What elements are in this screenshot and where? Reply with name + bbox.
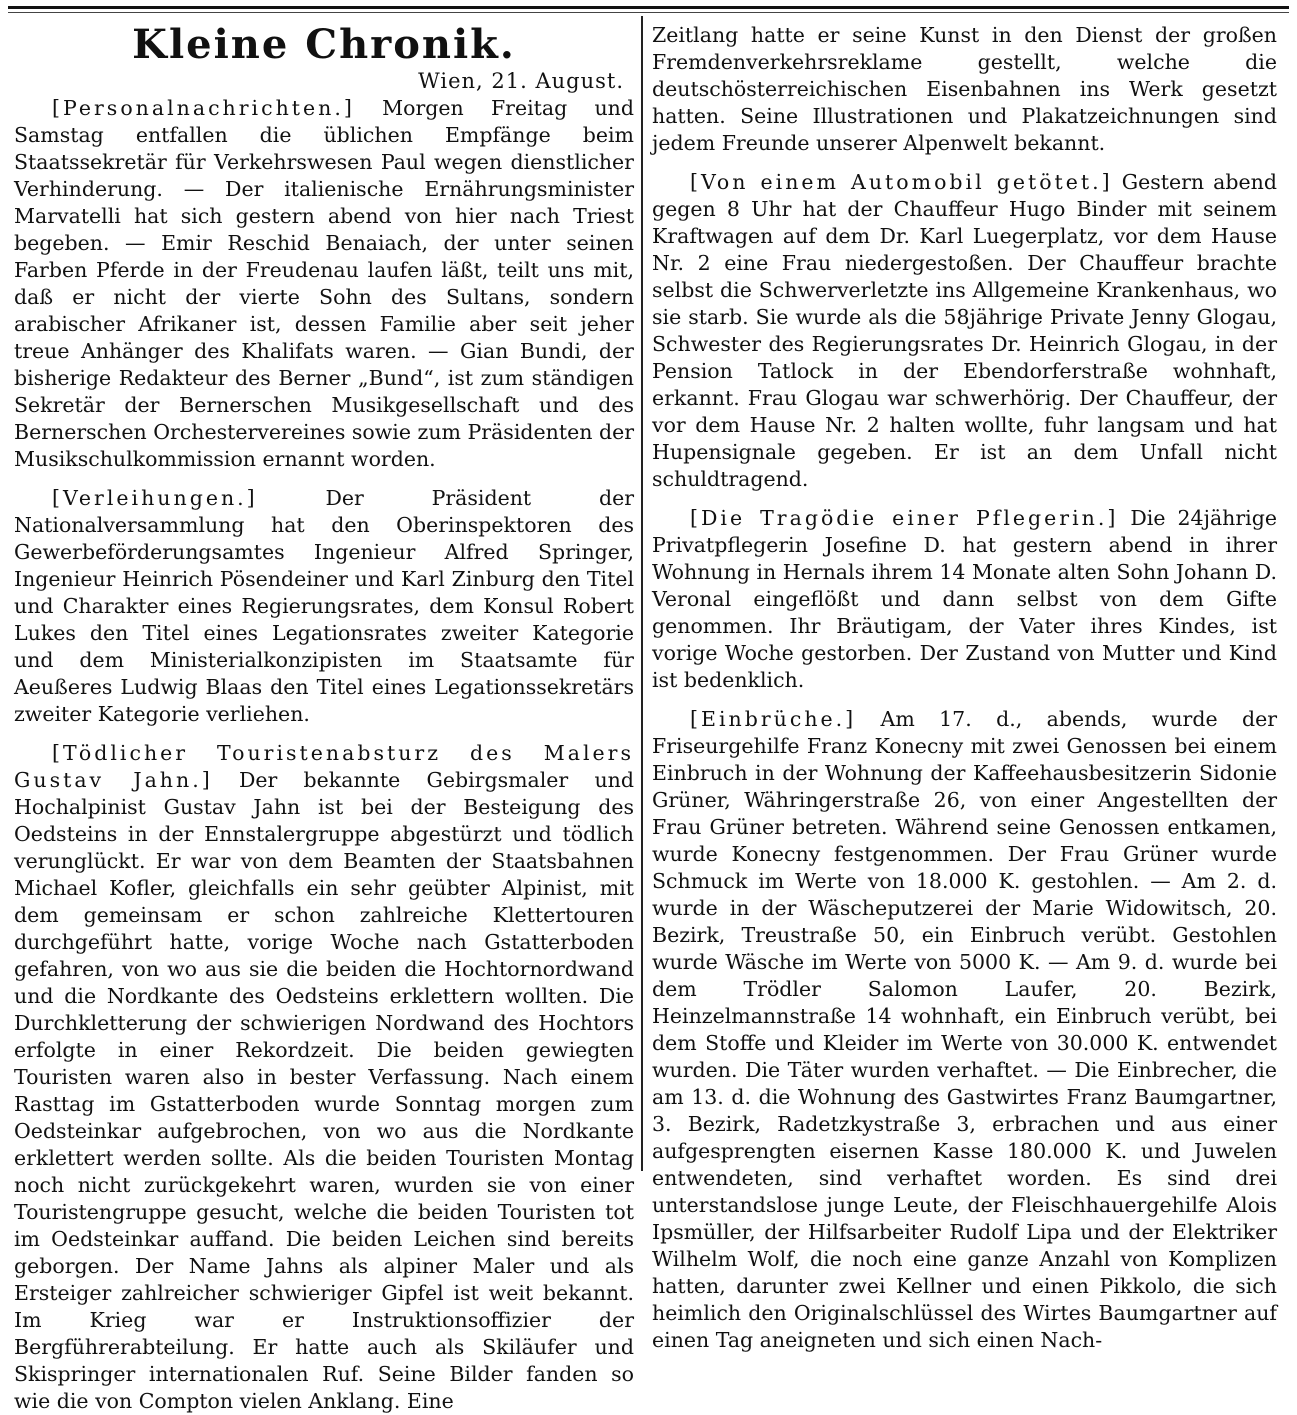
- top-rule: [8, 6, 1289, 9]
- article-personalnachrichten: [14, 95, 634, 473]
- article-text: Zeitlang hatte er seine Kunst in den Dienst der großen Fremdenverkehrsreklame gestellt, welche die deutschösterreichischen Eisenbahnen ins Werk gesetzt hatten. Seine Illustrationen und Plakatzeichnungen sind jedem Freunde unserer Alpenwelt bekannt.: [652, 23, 1277, 155]
- article-text: Die 24jährige Privatpflegerin Josefine D. hat gestern abend in ihrer Wohnung in Hernals ihrem 14 Monate alten Sohn Johann D. Veronal eingeflößt und dann selbst von dem Gifte genommen. Ihr Bräutigam, der Vater ihres Kindes, ist vorige Woche gestorben. Der Zustand von Mutter und Kind ist bedenklich.: [652, 506, 1277, 692]
- article-touristenabsturz: [14, 740, 634, 1415]
- dateline: Wien, 21. August.: [418, 69, 624, 93]
- article-text: Gestern abend gegen 8 Uhr hat der Chauffeur Hugo Binder mit seinem Kraftwagen auf dem Dr. Karl Luegerplatz, vor dem Hause Nr. 2 eine Frau niedergestoßen. Der Chauffeur brachte selbst die Schwerverletzte ins Allgemeine Krankenhaus, wo sie starb. Sie wurde als die 58jährige Private Jenny Glogau, Schwester des Regierungsrates Dr. Heinrich Glogau, in der Pension Tatlock in der Ebendorferstraße wohnhaft, erkannt. Frau Glogau war schwerhörig. Der Chauffeur, der vor dem Hause Nr. 2 halten wollte, fuhr langsam und hat Hupensignale gegeben. Er ist an dem Unfall nicht schuldtragend.: [652, 170, 1277, 491]
- article-continuation: [652, 22, 1277, 157]
- article-keyword: [Die Tragödie einer Pflegerin.]: [690, 506, 1119, 530]
- article-text: Der Präsident der Nationalversammlung hat den Oberinspektoren des Gewerbeförderungsamtes Ingenieur Alfred Springer, Ingenieur Heinrich Pösendeiner und Karl Zinburg den Titel und Charakter eines Regierungsrates, dem Konsul Robert Lukes den Titel eines Legationsrates zweiter Kategorie und dem Ministerialkonzipisten im Staatsamte für Aeußeres Ludwig Blaas den Titel eines Legationssekretärs zweiter Kategorie verliehen.: [14, 486, 634, 726]
- article-text: Morgen Freitag und Samstag entfallen die üblichen Empfänge beim Staatssekretär für Verkehrswesen Paul wegen dienstlicher Verhinderung. — Der italienische Ernährungsminister Marvatelli hat sich gestern abend von hier nach Triest begeben. — Emir Reschid Benaiach, der unter seinen Farben Pferde in der Freudenau laufen läßt, teilt uns mit, daß er nicht der vierte Sohn des Sultans, sondern arabischer Afrikaner ist, dessen Familie aber seit jeher treue Anhänger des Khalifats waren. — Gian Bundi, der bisherige Redakteur des Berner „Bund“, ist zum ständigen Sekretär der Bernerschen Musikgesellschaft und des Bernerschen Orchestervereines sowie zum Präsidenten der Musikschulkommission ernannt worden.: [14, 96, 634, 471]
- article-verleihungen: [14, 485, 634, 728]
- article-text: Am 17. d., abends, wurde der Friseurgehilfe Franz Konecny mit zwei Genossen bei einem Einbruch in der Wohnung der Kaffeehausbesitzerin Sidonie Grüner, Währingerstraße 26, von einer Angestellten der Frau Grüner betreten. Während seine Genossen entkamen, wurde Konecny festgenommen. Der Frau Grüner wurde Schmuck im Werte von 18.000 K. gestohlen. — Am 2. d. wurde in der Wäscheputzerei der Marie Widowitsch, 20. Bezirk, Treustraße 50, ein Einbruch verübt. Gestohlen wurde Wäsche im Werte von 5000 K. — Am 9. d. wurde bei dem Trödler Salomon Laufer, 20. Bezirk, Heinzelmannstraße 14 wohnhaft, ein Einbruch verübt, bei dem Stoffe und Kleider im Werte von 30.000 K. entwendet wurden. Die Täter wurden verhaftet. — Die Einbrecher, die am 13. d. die Wohnung des Gastwirtes Franz Baumgartner, 3. Bezirk, Radetzkystraße 3, erbrachen und aus einer aufgesprengten eisernen Kasse 180.000 K. und Juwelen entwendeten, sind verhaftet worden. Es sind drei unterstandslose junge Leute, der Fleischhauergehilfe Alois Ipsmüller, der Hilfsarbeiter Rudolf Lipa und der Elektriker Wilhelm Wolf, die noch eine ganze Anzahl von Komplizen hatten, darunter zwei Kellner und einen Pikkolo, die sich heimlich den Originalschlüssel des Wirtes Baumgartner auf einen Tag aneigneten und sich einen Nach-: [652, 707, 1277, 1352]
- right-column: [652, 22, 1277, 1352]
- article-tragoedie: [652, 505, 1277, 694]
- article-text: Der bekannte Gebirgsmaler und Hochalpinist Gustav Jahn ist bei der Besteigung des Oedsteins in der Ennstalergruppe abgestürzt und tödlich verunglückt. Er war von dem Beamten der Staatsbahnen Michael Kofler, gleichfalls ein sehr geübter Alpinist, mit dem gemeinsam er schon zahlreiche Klettertouren durchgeführt hatte, vorige Woche nach Gstatterboden gefahren, von wo aus sie die beiden die Hochtornordwand und die Nordkante des Oedsteins erklettern wollten. Die Durchkletterung der schwierigen Nordwand des Hochtors erfolgte in einer Rekordzeit. Die beiden gewiegten Touristen waren also in bester Verfassung. Nach einem Rasttag im Gstatterboden wurde Sonntag morgen zum Oedsteinkar aufgebrochen, von wo aus die Nordkante erklettert werden sollte. Als die beiden Touristen Montag noch nicht zurückgekehrt waren, wurden sie von einer Touristengruppe gesucht, welche die beiden Touristen tot im Oedsteinkar auffand. Die beiden Leichen sind bereits geborgen. Der Name Jahns als alpiner Maler und als Ersteiger zahlreicher schwieriger Gipfel ist weit bekannt. Im Krieg war er Instruktionsoffizier der Bergführerabteilung. Er hatte auch als Skiläufer und Skispringer internationalen Ruf. Seine Bilder fanden so wie die von Compton vielen Anklang. Eine: [14, 768, 634, 1413]
- column-divider: [641, 16, 643, 1171]
- section-heading: Kleine Chronik.: [132, 21, 516, 68]
- left-column: [14, 21, 634, 1413]
- article-einbrueche: [652, 706, 1277, 1354]
- article-keyword: [Verleihungen.]: [52, 486, 258, 510]
- article-keyword: [Tödlicher Touristenabsturz des Malers Gustav Jahn.]: [14, 741, 634, 792]
- article-automobil: [652, 169, 1277, 493]
- article-keyword: [Von einem Automobil getötet.]: [690, 170, 1113, 194]
- article-keyword: [Einbrüche.]: [690, 707, 857, 731]
- top-rule-thin: [8, 12, 1289, 13]
- article-keyword: [Personalnachrichten.]: [52, 96, 355, 120]
